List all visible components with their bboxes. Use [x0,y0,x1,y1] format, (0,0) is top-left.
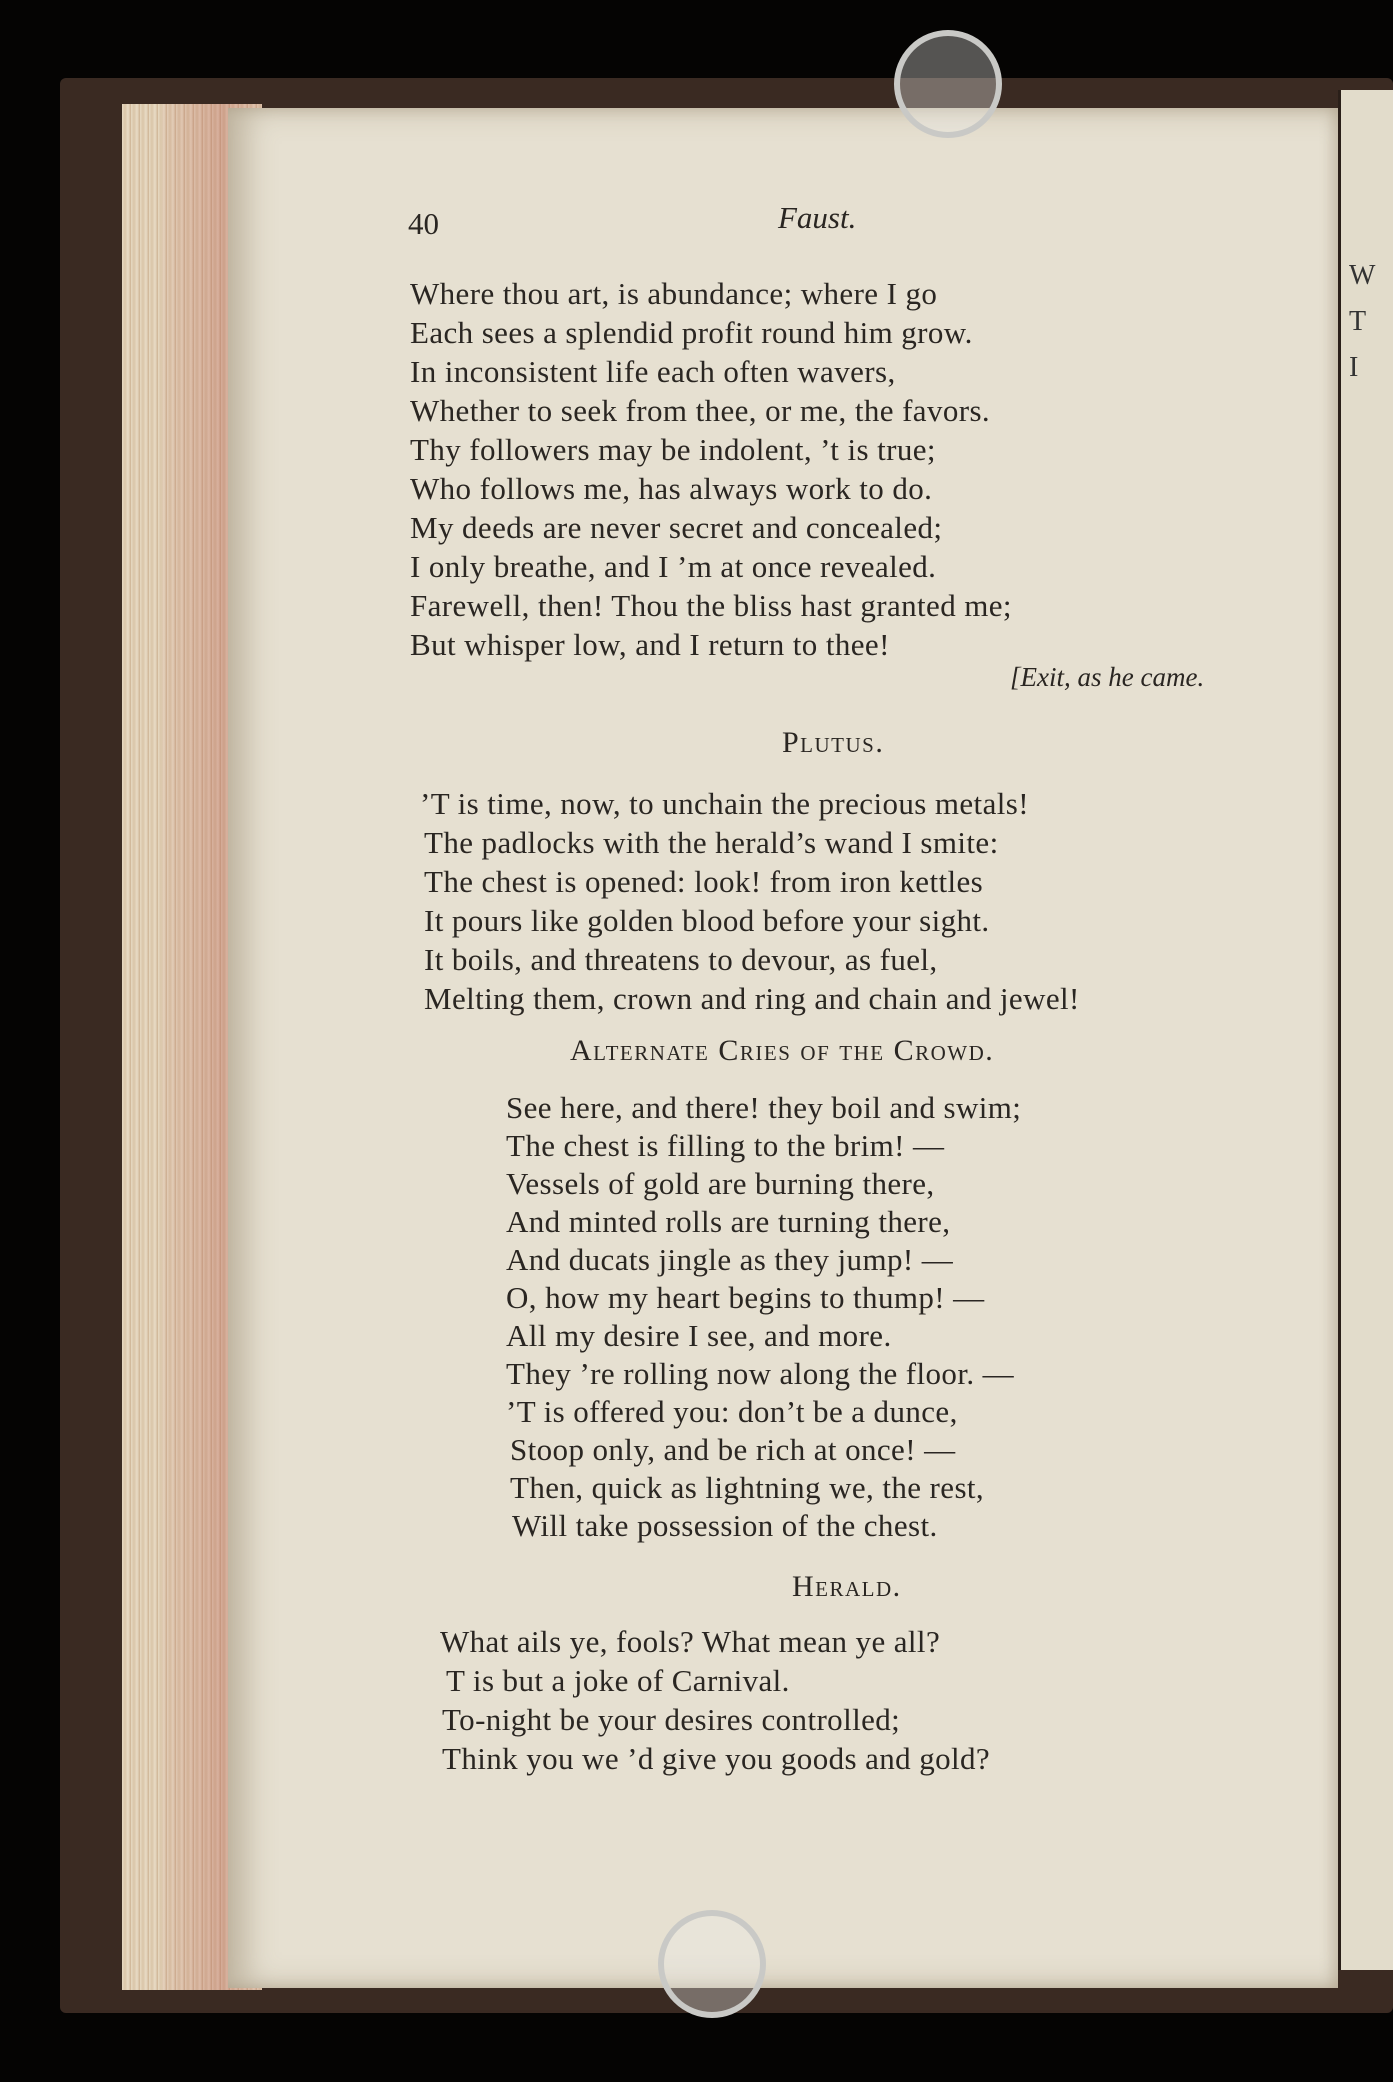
verse-line: And minted rolls are turning there, [506,1204,951,1239]
stage-direction: [Exit, as he came. [1010,662,1205,692]
verse-line: Thy followers may be indolent, ’t is true; [410,432,936,467]
verse-line: It boils, and threatens to devour, as fuel, [424,942,938,977]
running-title: Faust. [778,200,857,235]
verse-line: Stoop only, and be rich at once! — [510,1432,956,1467]
verse-line: The padlocks with the herald’s wand I smite: [424,825,999,860]
verse-line: Where thou art, is abundance; where I go [410,276,938,311]
verse-line: To-night be your desires controlled; [442,1702,901,1737]
next-page-fragment: T [1349,306,1367,337]
verse-line: Farewell, then! Thou the bliss hast granted me; [410,588,1012,623]
verse-line: Think you we ’d give you goods and gold? [442,1741,991,1776]
verse-line: Will take possession of the chest. [512,1508,938,1543]
speaker-name: Plutus. [782,726,885,759]
verse-line: The chest is opened: look! from iron kettles [424,864,984,899]
page-number: 40 [408,206,439,241]
verse-line: My deeds are never secret and concealed; [410,510,943,545]
verse-line: What ails ye, fools? What mean ye all? [440,1624,941,1659]
verse-line: Whether to seek from thee, or me, the favors. [410,393,991,428]
verse-line: Vessels of gold are burning there, [506,1166,935,1201]
verse-line: And ducats jingle as they jump! — [506,1242,954,1277]
verse-line: Each sees a splendid profit round him grow. [410,315,973,350]
speaker-name: Alternate Cries of the Crowd. [570,1034,995,1067]
verse-line: All my desire I see, and more. [506,1318,892,1353]
verse-line: I only breathe, and I ’m at once revealed. [410,549,937,584]
next-page-fragment: W [1349,260,1376,291]
verse-line: Who follows me, has always work to do. [410,471,933,506]
verse-line: Then, quick as lightning we, the rest, [510,1470,985,1505]
speaker-name: Herald. [792,1570,902,1603]
verse-line: T is but a joke of Carnival. [446,1663,790,1698]
next-page-fragment: I [1349,352,1359,383]
verse-line: But whisper low, and I return to thee! [410,627,890,662]
verse-line: It pours like golden blood before your sight. [424,903,990,938]
verse-line: O, how my heart begins to thump! — [506,1280,985,1315]
verse-line: The chest is filling to the brim! — [506,1128,945,1163]
verse-line: In inconsistent life each often wavers, [410,354,896,389]
verse-line: See here, and there! they boil and swim; [506,1090,1022,1125]
verse-line: ’T is time, now, to unchain the precious metals! [420,786,1029,821]
verse-line: ’T is offered you: don’t be a dunce, [506,1394,958,1429]
verse-line: They ’re rolling now along the floor. — [506,1356,1015,1391]
verse-line: Melting them, crown and ring and chain and jewel! [424,981,1080,1016]
